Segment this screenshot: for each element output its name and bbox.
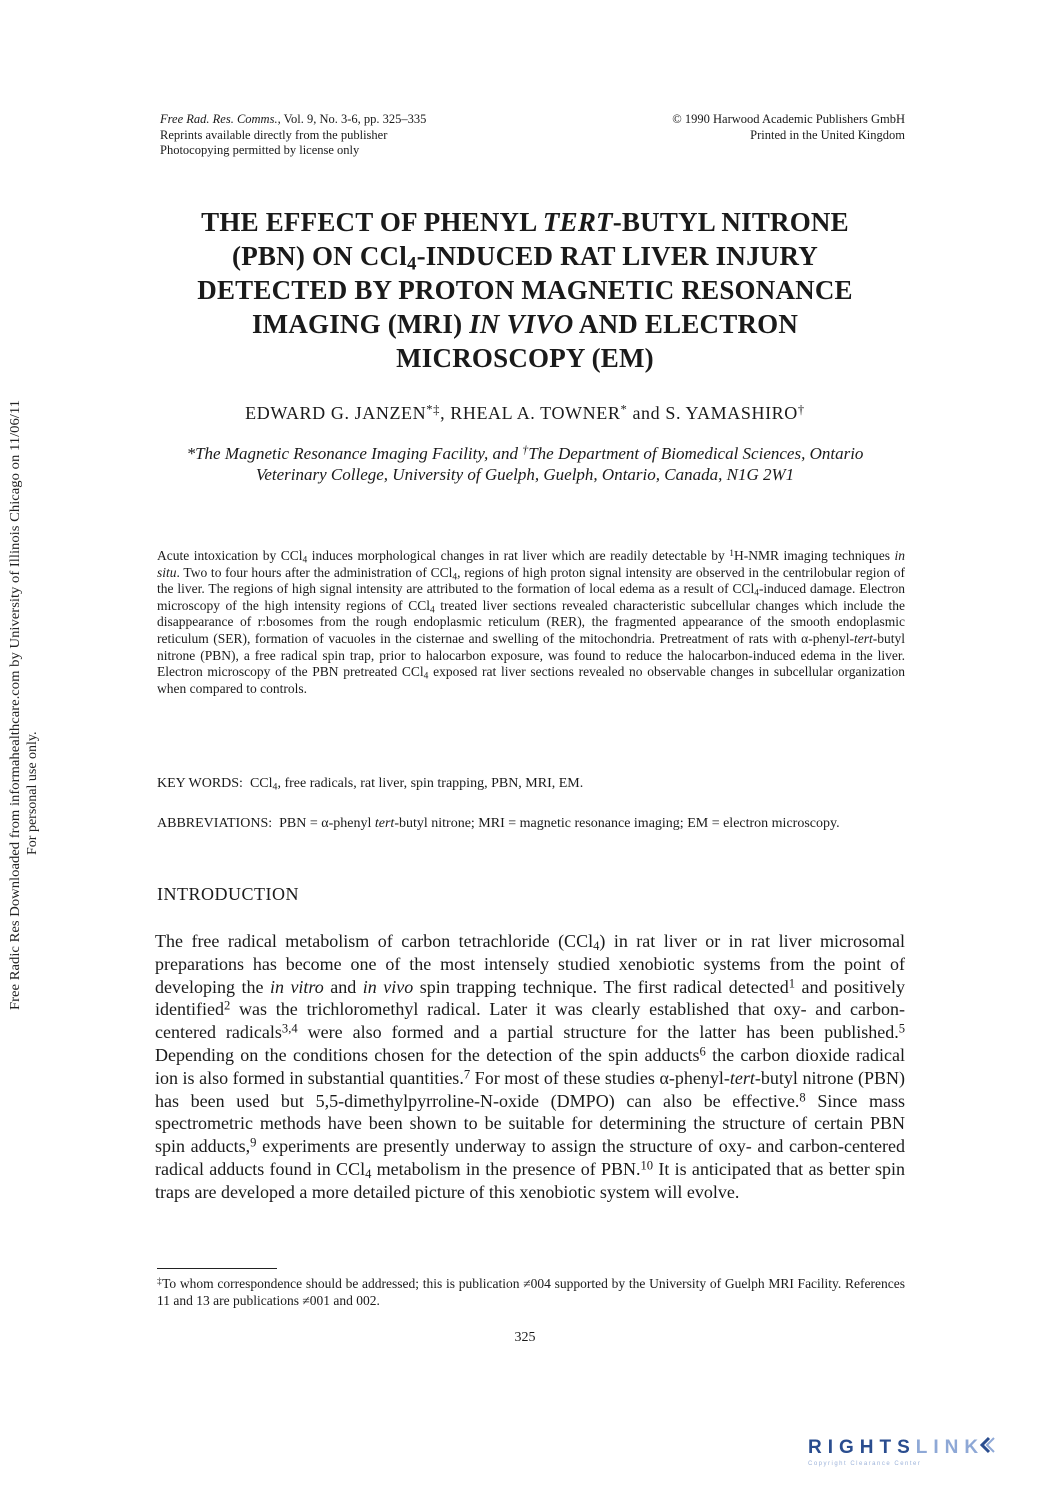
watermark-line-2: For personal use only. [25, 731, 40, 855]
rightslink-arrow-icon [980, 1436, 996, 1460]
reprints-note: Reprints available directly from the publisher [160, 127, 388, 142]
download-watermark [2, 395, 42, 1015]
copyright-note: © 1990 Harwood Academic Publishers GmbH [672, 112, 905, 126]
footnote: ‡To whom correspondence should be addressed; this is publication ≠004 supported by the University of Guelph MRI Facility. References 11 and 13 are publications ≠001 and 002. [157, 1276, 906, 1308]
affiliation: *The Magnetic Resonance Imaging Facility, and †The Department of Biomedical Sciences, Ontario Veterinary College, University of Guelph, Guelph, Ontario, Canada, N1G 2W1 [186, 442, 864, 484]
photocopy-note: Photocopying permitted by license only [160, 143, 360, 157]
footnote-divider [157, 1268, 277, 1269]
journal-citation: Free Rad. Res. Comms., Vol. 9, No. 3-6, pp. 325–335 [160, 112, 427, 126]
section-heading: INTRODUCTION [157, 884, 299, 904]
keywords: KEY WORDS: CCl$_4$, free radicals, rat liver, spin trapping, PBN, MRI, EM. [157, 776, 584, 793]
printed-note: Printed in the United Kingdom [750, 127, 905, 142]
article-title: THE EFFECT OF PHENYL TERT-BUTYL NITRONE (PBN) ON CCl$_4$-INDUCED RAT LIVER INJURY DETECTED BY PROTON MAGNETIC RESONANCE IMAGING (MRI) IN VIVO AND ELECTRON MICROSCOPY (EM) [197, 207, 853, 373]
watermark-line-1: Free Radic Res Downloaded from informahealthcare.com by University of Illinois Chicago on 11/06/11 [8, 427, 23, 1010]
journal-header [160, 112, 560, 159]
watermark-svg [2, 395, 42, 1015]
page-number: 325 [514, 1330, 536, 1345]
rightslink-wordmark: RIGHTSLINK [808, 1436, 1033, 1460]
introduction-paragraph: The free radical metabolism of carbon tetrachloride (CCl$_4$) in rat liver or in rat liver microsomal preparations has become one of the most intensely studied xenobiotic systems from the point of developing the in vitro and in vivo spin trapping technique. The first radical detected$^1$ and positively identified$^2$ was the trichloromethyl radical. Later it was clearly established that oxy- and carbon-centered radicals$^{3,4}$ were also formed and a partial structure for the latter has been published.$^5$ Depending on the conditions chosen for the detection of the spin adducts$^6$ the carbon dioxide radical ion is also formed in substantial quantities.$^7$ For most of these studies α-phenyl-tert-butyl nitrone (PBN) has been used but 5,5-dimethylpyrroline-N-oxide (DMPO) can also be effective.$^8$ Since mass spectrometric methods have been shown to be suitable for determining the structure of certain PBN spin adducts,$^9$ experiments are presently underway to assign the structure of oxy- and carbon-centered radical adducts found in CCl$_4$ metabolism in the presence of PBN.$^{10}$ It is anticipated that as better spin traps are developed a more detailed picture of this xenobiotic system will evolve. [155, 931, 906, 1202]
keywords-label: KEY WORDS: [157, 776, 243, 791]
rightslink-logo[interactable] [808, 1436, 1033, 1476]
abbreviations-label: ABBREVIATIONS: [157, 816, 273, 831]
rightslink-subtitle: Copyright Clearance Center [808, 1461, 922, 1467]
abbreviations: ABBREVIATIONS: PBN = α-phenyl tert-butyl nitrone; MRI = magnetic resonance imaging; EM = electron microscopy. [157, 816, 840, 831]
publisher-header [560, 112, 905, 143]
abstract: Acute intoxication by CCl$_4$ induces morphological changes in rat liver which are readily detectable by $^1$H-NMR imaging techniques in situ. Two to four hours after the administration of CCl$_4$, regions of high proton signal intensity are observed in the centrilobular region of the liver. The regions of high signal intensity are attributed to the formation of local edema as a result of CCl$_4$-induced damage. Electron microscopy of the high intensity regions of CCl$_4$ treated liver sections revealed characteristic subcellular changes which include the disappearance of r:bosomes from the rough endoplasmic reticulum (RER), the fragmented appearance of the smooth endoplasmic reticulum (SER), formation of vacuoles in the cisternae and swelling of the mitochondria. Pretreatment of rats with α-phenyl-tert-butyl nitrone (PBN), a free radical spin trap, prior to halocarbon exposure, was found to reduce the halocarbon-induced edema in the liver. Electron microscopy of the PBN pretreated CCl$_4$ exposed rat liver sections revealed no observable changes in subcellular organization when compared to controls. [157, 548, 906, 696]
author-list: EDWARD G. JANZEN*‡, RHEAL A. TOWNER* and S. YAMASHIRO† [245, 402, 805, 423]
